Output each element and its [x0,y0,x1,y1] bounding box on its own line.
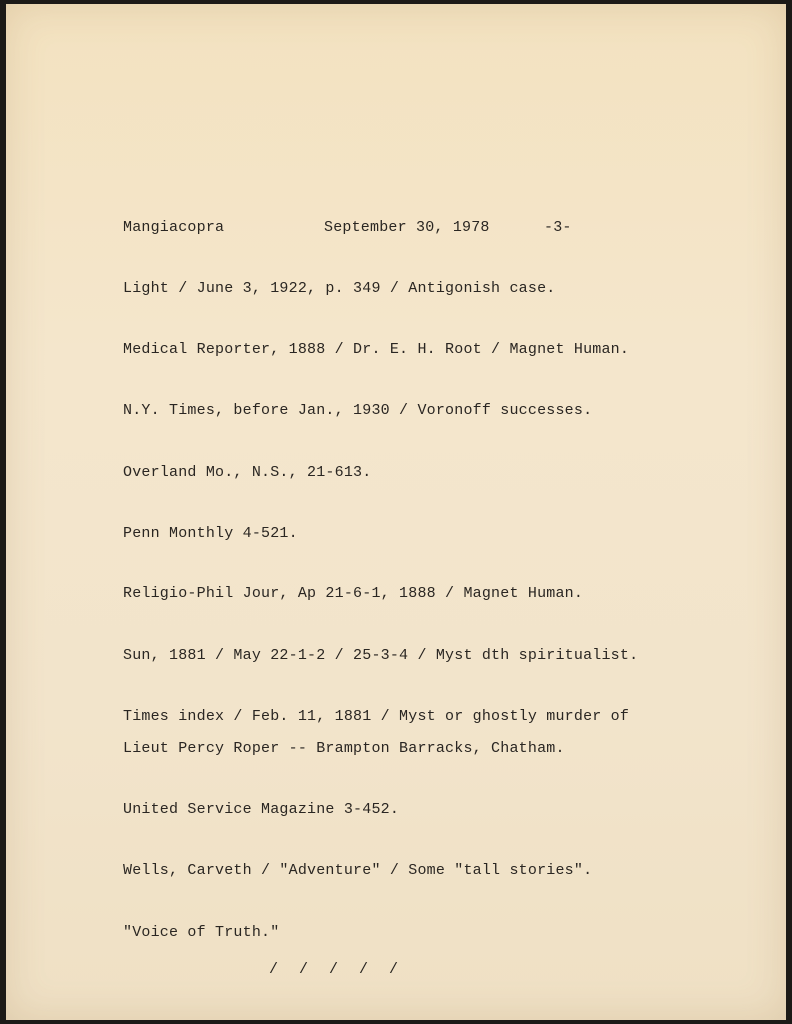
reference-entry: "Voice of Truth." [123,924,280,941]
reference-entry: Times index / Feb. 11, 1881 / Myst or ghostly murder of [123,708,630,725]
reference-entry: Wells, Carveth / "Adventure" / Some "tall stories". [123,862,593,879]
header-date: September 30, 1978 [324,219,490,236]
header-name: Mangiacopra [123,219,225,236]
reference-entry: Penn Monthly 4-521. [123,525,298,542]
reference-entry: Overland Mo., N.S., 21-613. [123,464,372,481]
reference-entry: Medical Reporter, 1888 / Dr. E. H. Root / Magnet Human. [123,341,630,358]
reference-entry: United Service Magazine 3-452. [123,801,400,818]
reference-entry: Sun, 1881 / May 22-1-2 / 25-3-4 / Myst dth spiritualist. [123,647,639,664]
reference-entry: N.Y. Times, before Jan., 1930 / Voronoff successes. [123,402,593,419]
page-number: -3- [544,219,572,236]
reference-entry: Religio-Phil Jour, Ap 21-6-1, 1888 / Magnet Human. [123,585,584,602]
document-page [6,4,786,1020]
closing-slashes: / / / / / [269,961,405,978]
reference-entry-continued: Lieut Percy Roper -- Brampton Barracks, Chatham. [123,740,565,757]
reference-entry: Light / June 3, 1922, p. 349 / Antigonish case. [123,280,556,297]
